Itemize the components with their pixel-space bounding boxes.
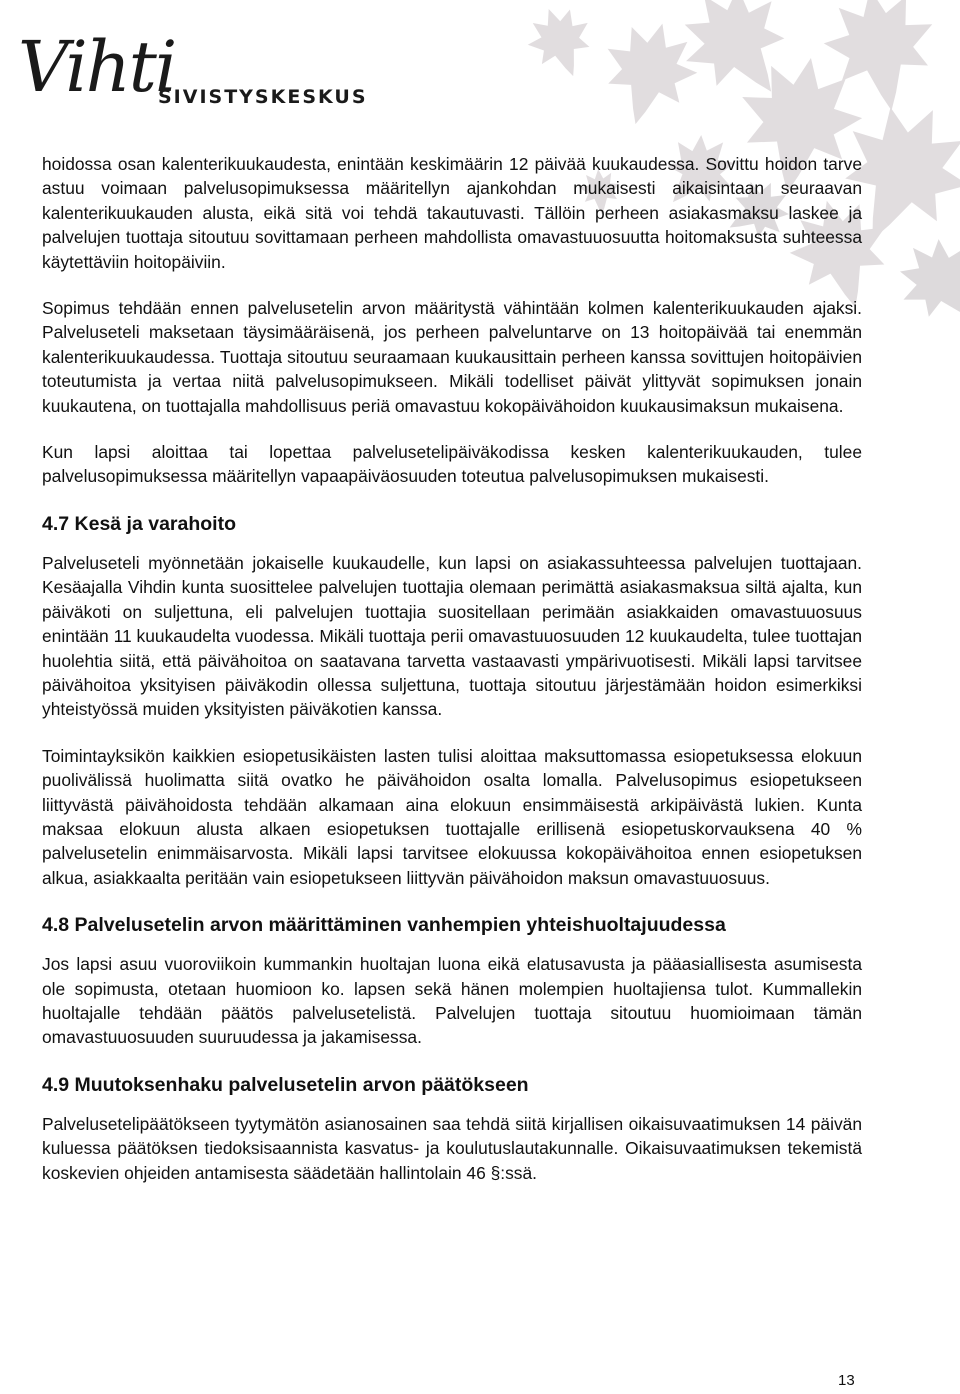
paragraph-4: Palveluseteli myönnetään jokaiselle kuukaudelle, kun lapsi on asiakassuhteessa palvelujen tuottajaan. Kesäajalla Vihdin kunta suosittelee palvelujen tuottajia olemaan perimättä asiakasmaksua siltä ajalta, kun päiväkoti on suljettuna, eli palvelujen tuottajia suositellaan perimään asiakkaiden omavastuuosuus enintään 11 kuukaudelta vuodessa. Mikäli tuottaja perii omavastuuosuuden 12 kuukaudelta, tulee tuottajan huolehtia siitä, että päivähoitoa on saatavana tarvetta vastaavasti ympärivuotisesti. Mikäli lapsi tarvitsee päivähoitoa yksityisen päiväkodin ollessa suljettuna, tuottaja sitoutuu järjestämään hoidon esimerkiksi yhteistyössä muiden yksityisten päiväkotien kanssa. [42, 552, 862, 720]
paragraph-7: Palvelusetelipäätökseen tyytymätön asianosainen saa tehdä siitä kirjallisen oikaisuvaatimuksen 14 päivän kuluessa päätöksen tiedoksisaannista kasvatus- ja koulutuslautakunnalle. Oikaisuvaatimuksen tekemistä koskevien ohjeiden antamisesta säädetään hallintolain 46 §:ssä. [42, 1113, 862, 1183]
logo-subtitle: SIVISTYSKESKUS [158, 86, 368, 108]
paragraph-3: Kun lapsi aloittaa tai lopettaa palvelusetelipäiväkodissa kesken kalenterikuukauden, tulee palvelusopimuksessa määritellyn vapaapäiväosuuden toteutua palvelusopimuksen mukaisesti. [42, 442, 862, 487]
paragraph-1: hoidossa osan kalenterikuukaudesta, enintään keskimäärin 12 päivää kuukaudessa. Sovittu hoidon tarve astuu voimaan palvelusopimuksessa määritellyn ajankohdan mukaisesti aikaisintaan seuraavan kalenterikuukauden alusta, eikä sitä voi tehdä takautuvasti. Tällöin perheen asiakasmaksu laskee ja palvelujen tuottaja sitoutuu sovittamaan perheen mahdollista omavastuuosuutta hoitomaksusta suhteessa käytettäviin hoitopäiviin. [42, 154, 862, 272]
paragraph-2: Sopimus tehdään ennen palvelusetelin arvon määritystä vähintään kolmen kalenterikuukauden ajaksi. Palveluseteli maksetaan täysimääräisenä, jos perheen palveluntarve on 13 hoitopäivää tai enemmän kalenterikuukaudessa. Tuottaja sitoutuu seuraamaan kuukausittain perheen kanssa sovittujen hoitopäivien toteutumista ja vertaa niitä palvelusopimukseen. Mikäli todelliset päivät ylittyvät sopimuksen jonain kuukautena, on tuottajalla mahdollisuus periä omavastuu kokopäivähoidon kuukausimaksun mukaisena. [42, 298, 862, 416]
page-number: 13 [838, 1372, 855, 1389]
logo-script: Vihti [18, 26, 176, 108]
heading-4-8: 4.8 Palvelusetelin arvon määrittäminen vanhempien yhteishuoltajuudessa [42, 914, 726, 937]
paragraph-6: Jos lapsi asuu vuoroviikoin kummankin huoltajan luona eikä elatusavusta ja pääasiallisesta asumisesta ole sopimusta, otetaan huomioon ko. lapsen sekä hänen molempien huoltajiensa tulot. Kummallekin huoltajalle tehdään päätös palvelusetelistä. Palvelujen tuottaja sitoutuu huomioimaan tämän omavastuuosuuden suuruudessa ja jakamisessa. [42, 954, 862, 1048]
paragraph-5: Toimintayksikön kaikkien esiopetusikäisten lasten tulisi aloittaa maksuttomassa esiopetuksessa elokuun puolivälissä huolimatta siitä ovatko he päivähoidon osalta lomalla. Palvelusopimus esiopetukseen liittyvästä päivähoidosta tehdään alkamaan aina elokuun ensimmäisestä arkipäivästä lukien. Kunta maksaa elokuun alusta alkaen esiopetuksen tuottajalle erillisenä esiopetuskorvauksena 40 % palvelusetelin enimmäisarvosta. Mikäli lapsi tarvitsee elokuussa kokopäivähoitoa ennen esiopetuksen alkua, asiakkaalta peritään vain esiopetukseen liittyvän päivähoidon maksun omavastuuosuus. [42, 745, 862, 888]
document-body [42, 152, 862, 1207]
vihti-logo [10, 22, 368, 122]
heading-4-9: 4.9 Muutoksenhaku palvelusetelin arvon päätökseen [42, 1073, 529, 1096]
heading-4-7: 4.7 Kesä ja varahoito [42, 512, 237, 535]
